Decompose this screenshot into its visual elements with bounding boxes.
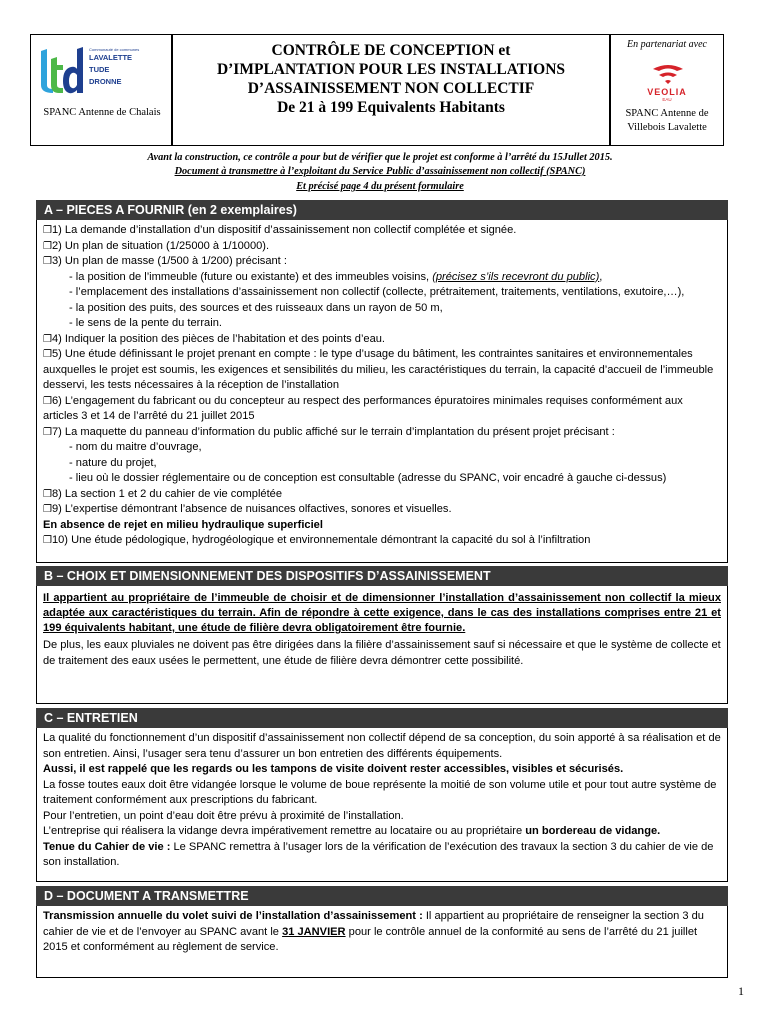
veolia-logo-icon [651,63,685,85]
veolia-brand: VEOLIA [647,87,687,97]
checkbox-icon: ❐ [43,426,52,438]
item-6: ❐6) L’engagement du fabricant ou du concepteur au respect des performances épuratoires minimales requises conformément aux articles 3 et 14 de l’arrêté du 21 juillet 2015 [43,394,683,422]
item-7b: - nature du projet, [69,456,157,469]
item-3c: - la position des puits, des sources et des ruisseaux dans un rayon de 50 m, [69,301,443,314]
ltd-logo-icon [37,45,89,95]
logo-small-text: Communauté de communes [89,47,140,52]
logo-caption: SPANC Antenne de Chalais [43,107,161,118]
item-5: ❐5) Une étude définissant le projet prenant en compte : le type d’usage du bâtiment, les contraintes sanitaires et environnementales auxquelles le projet est soumis, les exigences et sensibilités du milieu, les caractéristiques du terrain, la capacité d’accueil de l’immeuble desservi, les tests nécessaires à la réception de l’installation [43,348,714,391]
section-c-header: C – ENTRETIEN [36,708,728,728]
section-c-body [36,728,728,882]
logo-text [89,47,139,88]
partner-label: En partenariat avec [627,39,707,50]
section-b-paragraph-1: Il appartient au propriétaire de l’immeuble de choisir et de dimensionner l’installation d’assainissement non collectif la mieux adaptée aux caractéristiques du terrain. Afin de répondre à cette exigence, dans le cas des installations comprises entre 21 et 199 équivalents habitant, une étude de filière devra obligatoirement être fournie. [43,592,721,634]
checkbox-icon: ❐ [43,535,52,546]
title-box [172,34,610,146]
checkbox-icon: ❐ [43,488,52,500]
intro-line-1: Avant la construction, ce contrôle a pour but de vérifier que le projet est conforme à l’arrêté du 15Jullet 2015. [147,152,613,163]
intro-line-2: Document à transmettre à l’exploitant du Service Public d’assainissement non collectif (SPANC) [174,166,586,177]
section-c-paragraph-6: Tenue du Cahier de vie : Le SPANC remettra à l’usager lors de la vérification de l’exécution des travaux la section 3 du cahier de vie de son installation. [43,840,714,868]
section-d-header: D – DOCUMENT A TRANSMETTRE [36,886,728,906]
veolia-sub: EAU [662,97,672,102]
item-8: ❐8) La section 1 et 2 du cahier de vie complétée [43,487,282,500]
section-a-subheading: En absence de rejet en milieu hydraulique superficiel [43,518,323,531]
item-3b: - l’emplacement des installations d’assainissement non collectif (collecte, prétraitement, traitements, ventilations, exutoire,…), [69,286,685,298]
partner-caption-line-1: SPANC Antenne de [625,108,709,119]
title-line-2: D’IMPLANTATION POUR LES INSTALLATIONS [216,61,566,78]
item-10: ❐10) Une étude pédologique, hydrogéologique et environnementale démontrant la capacité du sol à l’infiltration [43,534,591,546]
item-3d: - le sens de la pente du terrain. [69,317,222,329]
title-line-4: De 21 à 199 Equivalents Habitants [277,99,505,116]
section-d-paragraph: Transmission annuelle du volet suivi de l’installation d’assainissement : Il appartient au propriétaire de renseigner la section 3 du cahier de vie et de l’envoyer au SPANC avant le 31 JANVIER pour le contrôle annuel de la conformité au sens de l’arrêté du 21 juillet 2015 et conformément au règlement de service. [43,910,704,953]
title-line-3: D’ASSAINISSEMENT NON COLLECTIF [247,80,535,97]
item-9: ❐9) L’expertise démontrant l’absence de nuisances olfactives, sonores et visuelles. [43,503,452,515]
section-c-paragraph-2: Aussi, il est rappelé que les regards ou les tampons de visite doivent rester accessibles, visibles et sécurisés. [43,763,624,775]
checkbox-icon: ❐ [43,225,52,236]
title-line-1: CONTRÔLE DE CONCEPTION et [271,42,511,59]
partner-caption [611,107,723,135]
intro-line-3: Et précisé page 4 du présent formulaire [296,181,464,192]
section-c-paragraph-5: L’entreprise qui réalisera la vidange devra impérativement remettre au locataire ou au propriétaire un bordereau de vidange. [43,825,661,837]
checkbox-icon: ❐ [43,349,52,360]
partner-box [610,34,724,146]
section-a-body [36,220,728,563]
section-b-body [36,586,728,704]
section-c-paragraph-3: La fosse toutes eaux doit être vidangée lorsque le volume de boue représente la moitié de son volume utile et pour tout autre système de traitement conformément aux prescriptions du fabricant. [43,778,717,806]
logo-line-3: DRONNE [89,77,122,86]
checkbox-icon: ❐ [43,333,52,345]
item-3: ❐3) Un plan de masse (1/500 à 1/200) précisant : [43,255,287,267]
item-7: ❐7) La maquette du panneau d’information du public affiché sur le terrain d’implantation du présent projet précisant : [43,425,615,438]
section-b-paragraph-2: De plus, les eaux pluviales ne doivent pas être dirigées dans la filière d’assainissement sauf si nécessaire et que le système de collecte et de traitement des eaux usées le permettent, une étude de filière devra démontrer cette possibilité. [43,639,721,667]
item-4: ❐4) Indiquer la position des pièces de l’habitation et des points d’eau. [43,332,386,345]
section-c-paragraph-4: Pour l’entretien, un point d’eau doit être prévu à proximité de l’installation. [43,809,404,822]
item-1: ❐1) La demande d’installation d’un dispositif d’assainissement non collectif complétée et signée. [43,224,517,236]
logo-line-1: LAVALETTE [89,53,133,62]
section-d-body [36,906,728,978]
section-b-header: B – CHOIX ET DIMENSIONNEMENT DES DISPOSITIFS D’ASSAINISSEMENT [36,566,728,586]
item-3a: - la position de l’immeuble (future ou existante) et des immeubles voisins, (précisez s’ils recevront du public), [69,270,603,283]
item-2: ❐2) Un plan de situation (1/25000 à 1/10000). [43,239,270,252]
logo-line-2: TUDE [89,65,110,74]
partner-caption-line-2: Villebois Lavalette [627,122,707,133]
item-7a: - nom du maitre d’ouvrage, [69,441,202,453]
checkbox-icon: ❐ [43,395,52,407]
document-title [173,41,609,117]
logo-box [30,34,172,146]
section-a-header: A – PIECES A FOURNIR (en 2 exemplaires) [36,200,728,220]
page-number: 1 [738,984,744,998]
checkbox-icon: ❐ [43,504,52,515]
checkbox-icon: ❐ [43,256,52,267]
item-7c: - lieu où le dossier réglementaire ou de conception est consultable (adresse du SPANC, voir encadré à gauche ci-dessus) [69,472,667,484]
section-c-paragraph-1: La qualité du fonctionnement d’un dispositif d’assainissement non collectif dépend de sa conception, du soin apporté à sa réalisation et de son entretien. Ainsi, l’usager sera tenu d’assurer un bon entretien des différents équipements. [43,732,721,760]
checkbox-icon: ❐ [43,240,52,252]
